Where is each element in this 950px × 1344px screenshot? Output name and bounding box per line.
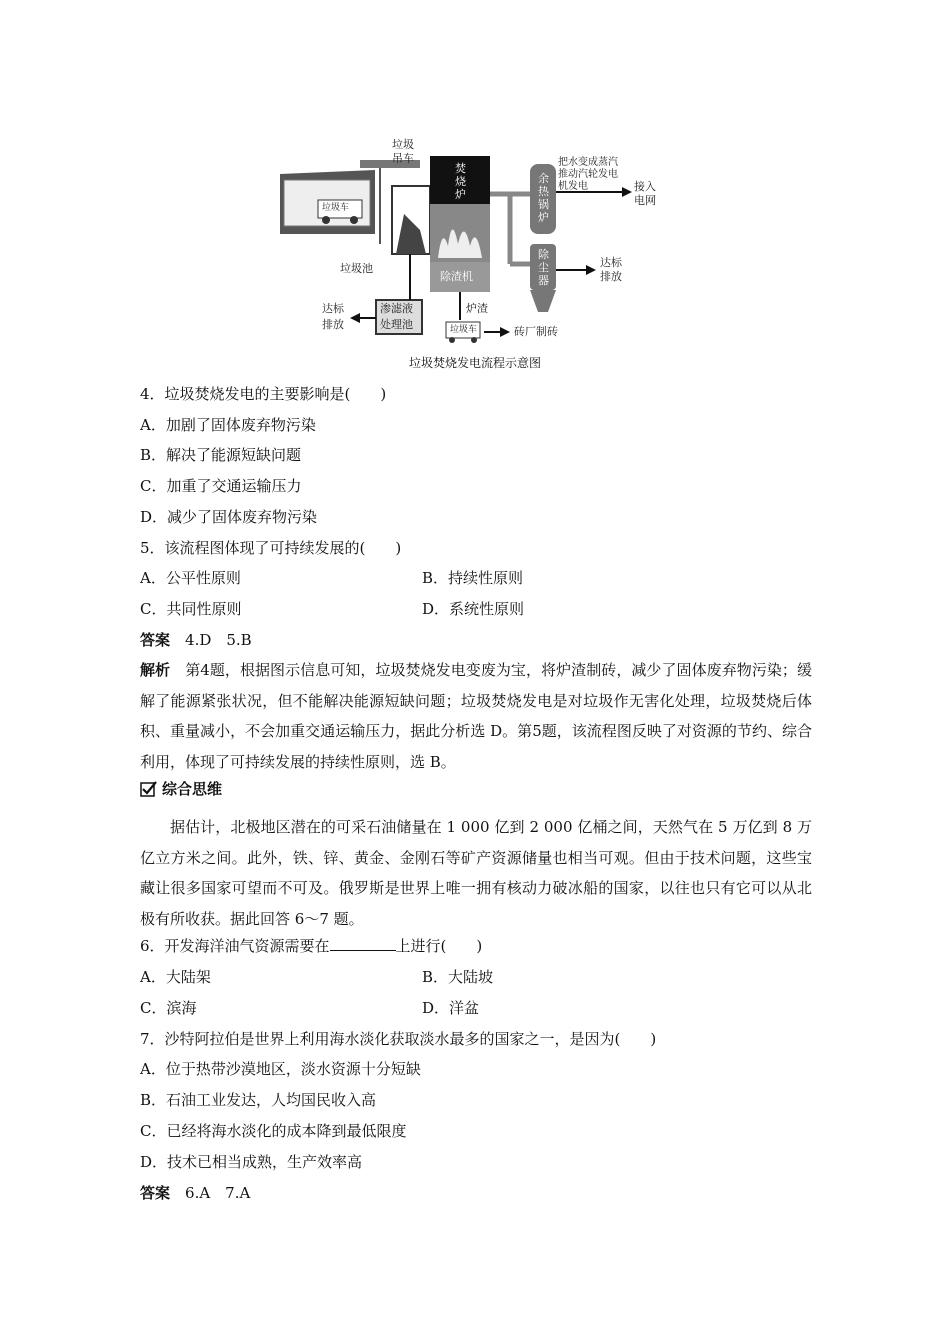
discharge-label-2: 排放 [322,318,344,331]
q6-option-c: C．滨海 [140,999,197,1017]
incinerator-label: 焚烧炉 [455,162,466,201]
pool-label: 垃圾池 [340,262,373,275]
grid-label-2: 电网 [634,194,656,207]
q5-stem: 5．该流程图体现了可持续发展的( ) [140,539,402,557]
q7-stem: 7．沙特阿拉伯是世界上利用海水淡化获取淡水最多的国家之一，是因为( ) [140,1030,657,1048]
q6-stem-after: 上进行( ) [395,937,483,955]
passage: 据估计，北极地区潜在的可采石油储量在 1 000 亿到 2 000 亿桶之间，天然气在 5 万亿到 8 万亿立方米之间。此外，铁、锌、黄金、金刚石等矿产资源储量也相当可观。但由于技术问题，这些宝藏让很多国家可望而不可及。俄罗斯是世界上唯一拥有核动力破冰船的国家，以往也只有它可以从北极有所收获。据此回答 6～7 题。 [140,818,812,928]
analysis-label: 解析 [140,661,171,679]
dust-remover-label: 除尘器 [538,248,549,287]
crane-label-2: 吊车 [392,152,414,165]
q6-option-d: D．洋盆 [422,999,480,1017]
boiler-note-2: 推动汽轮发电 [558,169,618,180]
q7-option-a: A．位于热带沙漠地区，淡水资源十分短缺 [140,1060,421,1078]
q4-option-a: A．加剧了固体废弃物污染 [140,416,316,434]
slag-label: 炉渣 [466,302,488,315]
answer-label: 答案 [140,631,171,649]
leachate-label: 渗滤液 [380,302,413,315]
crane-label: 垃圾 [392,138,414,151]
q7-option-b: B．石油工业发达，人均国民收入高 [140,1091,377,1109]
checkbox-icon [140,781,158,797]
q6-option-a: A．大陆架 [140,968,211,986]
q7-option-c: C．已经将海水淡化的成本降到最低限度 [140,1122,407,1140]
diagram-caption: 垃圾焚烧发电流程示意图 [408,356,541,370]
answer-6-7 [140,1183,250,1203]
truck-label-2: 垃圾车 [450,325,478,335]
truck-label: 垃圾车 [322,203,350,213]
answer-text: 4.D 5.B [185,631,252,649]
boiler-note-3: 机发电 [558,181,588,192]
grid-label: 接入 [634,180,656,193]
leachate-label-2: 处理池 [380,318,413,331]
analysis-text: 第4题，根据图示信息可知，垃圾焚烧发电变废为宝，将炉渣制砖，减少了固体废弃物污染；缓解了能源紧张状况，但不能解决能源短缺问题；垃圾焚烧发电是对垃圾作无害化处理，垃圾焚烧后体积、重量减小，不会加重交通运输压力，据此分析选 D。第5题，该流程图反映了对资源的节约、综合利用，体现了可持续发展的持续性原则，选 B。 [140,661,812,771]
q6-option-b: B．大陆坡 [422,968,494,986]
flow-diagram [280,134,670,370]
emission-label: 达标 [600,256,622,269]
answer-text-2: 6.A 7.A [185,1184,251,1202]
discharge-label: 达标 [322,302,344,315]
slag-machine-label: 除渣机 [440,270,473,283]
fill-blank [330,936,396,951]
q7-option-d: D．技术已相当成熟，生产效率高 [140,1153,363,1171]
section-header [140,778,222,799]
boiler-label: 余热锅炉 [538,172,549,224]
answer-4-5 [140,630,252,650]
brick-label: 砖厂制砖 [514,325,558,338]
q6-stem-before: 6．开发海洋油气资源需要在 [140,937,330,955]
q4-option-b: B．解决了能源短缺问题 [140,446,302,464]
q5-option-a: A．公平性原则 [140,569,241,587]
q4-option-c: C．加重了交通运输压力 [140,477,302,495]
section-title: 综合思维 [162,780,223,798]
q6-stem [140,936,482,956]
emission-label-2: 排放 [600,270,622,283]
q5-option-c: C．共同性原则 [140,600,242,618]
q5-option-b: B．持续性原则 [422,569,524,587]
q5-option-d: D．系统性原则 [422,600,525,618]
answer-label-2: 答案 [140,1184,171,1202]
q4-stem: 4．垃圾焚烧发电的主要影响是( ) [140,385,387,403]
boiler-note: 把水变成蒸汽 [558,157,618,168]
analysis [140,655,812,777]
q4-option-d: D．减少了固体废弃物污染 [140,508,318,526]
